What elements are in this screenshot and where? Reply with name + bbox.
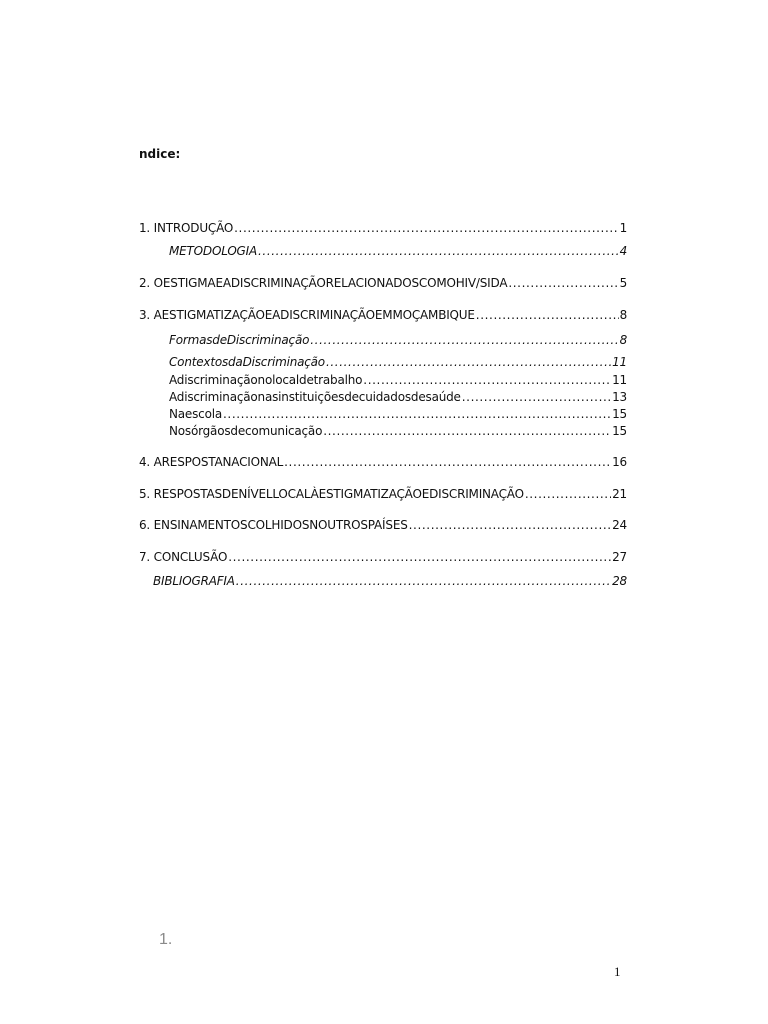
toc-leader-dots [258, 244, 619, 258]
toc-entry-contextos[interactable] [169, 355, 627, 369]
toc-heading: ndice: [139, 147, 181, 161]
toc-entry-comunicacao[interactable] [169, 424, 627, 438]
toc-entry-trabalho[interactable] [169, 373, 627, 387]
toc-entry-label: BIBLIOGRAFIA [153, 574, 235, 588]
toc-entry-ensinamentos[interactable] [139, 518, 627, 532]
toc-entry-label: FormasdeDiscriminação [169, 333, 310, 347]
toc-entry-page: 11 [612, 373, 627, 387]
page-number: 1 [614, 964, 621, 979]
toc-leader-dots [409, 518, 612, 532]
toc-entry-page: 8 [619, 333, 627, 347]
toc-entry-saude[interactable] [169, 390, 627, 404]
toc-entry-page: 21 [612, 487, 627, 501]
toc-entry-label: 1. INTRODUÇÃO [139, 221, 234, 235]
toc-leader-dots [234, 221, 618, 235]
toc-entry-resposta-nacional[interactable] [139, 455, 627, 469]
toc-entry-estigmatizacao[interactable] [139, 308, 627, 322]
toc-entry-label: Nosórgãosdecomunicação [169, 424, 323, 438]
toc-leader-dots [323, 424, 611, 438]
toc-leader-dots [326, 355, 611, 369]
toc-entry-page: 24 [612, 518, 627, 532]
toc-entry-page: 11 [612, 355, 627, 369]
toc-entry-introducao[interactable] [139, 221, 627, 235]
toc-entry-conclusao[interactable] [139, 550, 627, 564]
toc-entry-escola[interactable] [169, 407, 627, 421]
toc-entry-page: 28 [612, 574, 627, 588]
toc-leader-dots [310, 333, 618, 347]
toc-leader-dots [223, 407, 611, 421]
toc-entry-page: 8 [619, 308, 627, 322]
toc-entry-label: ContextosdaDiscriminação [169, 355, 325, 369]
toc-entry-page: 15 [612, 424, 627, 438]
toc-entry-metodologia[interactable] [169, 244, 627, 258]
toc-entry-label: 3. AESTIGMATIZAÇÃOEADISCRIMINAÇÃOEMMOÇAMBIQUE [139, 308, 475, 322]
toc-leader-dots [476, 308, 619, 322]
toc-entry-label: 2. OESTIGMAEADISCRIMINAÇÃORELACIONADOSCOMOHIV/SIDA [139, 276, 508, 290]
toc-entry-label: Adiscriminaçãonasinstituiçõesdecuidadosdesaúde [169, 390, 461, 404]
toc-leader-dots [363, 373, 611, 387]
toc-entry-label: METODOLOGIA [169, 244, 258, 258]
toc-leader-dots [525, 487, 611, 501]
toc-entry-label: 5. RESPOSTASDENÍVELLOCALÀESTIGMATIZAÇÃOEDISCRIMINAÇÃO [139, 487, 524, 501]
toc-entry-page: 15 [612, 407, 627, 421]
toc-leader-dots [236, 574, 611, 588]
toc-entry-bibliografia[interactable] [153, 574, 627, 588]
toc-entry-label: Naescola [169, 407, 222, 421]
toc-entry-label: Adiscriminaçãonolocaldetrabalho [169, 373, 363, 387]
list-number: 1. [159, 931, 173, 948]
toc-entry-page: 27 [612, 550, 627, 564]
toc-entry-label: 6. ENSINAMENTOSCOLHIDOSNOUTROSPAÍSES [139, 518, 408, 532]
toc-entry-label: 4. ARESPOSTANACIONAL [139, 455, 284, 469]
toc-leader-dots [284, 455, 611, 469]
toc-leader-dots [228, 550, 611, 564]
toc-entry-page: 1 [619, 221, 627, 235]
toc-entry-page: 13 [612, 390, 627, 404]
toc-leader-dots [508, 276, 618, 290]
toc-entry-label: 7. CONCLUSÃO [139, 550, 228, 564]
toc-leader-dots [462, 390, 611, 404]
toc-entry-page: 4 [619, 244, 627, 258]
toc-entry-page: 16 [612, 455, 627, 469]
toc-entry-estigma[interactable] [139, 276, 627, 290]
toc-entry-formas[interactable] [169, 333, 627, 347]
toc-entry-respostas-locais[interactable] [139, 487, 627, 501]
toc-entry-page: 5 [619, 276, 627, 290]
